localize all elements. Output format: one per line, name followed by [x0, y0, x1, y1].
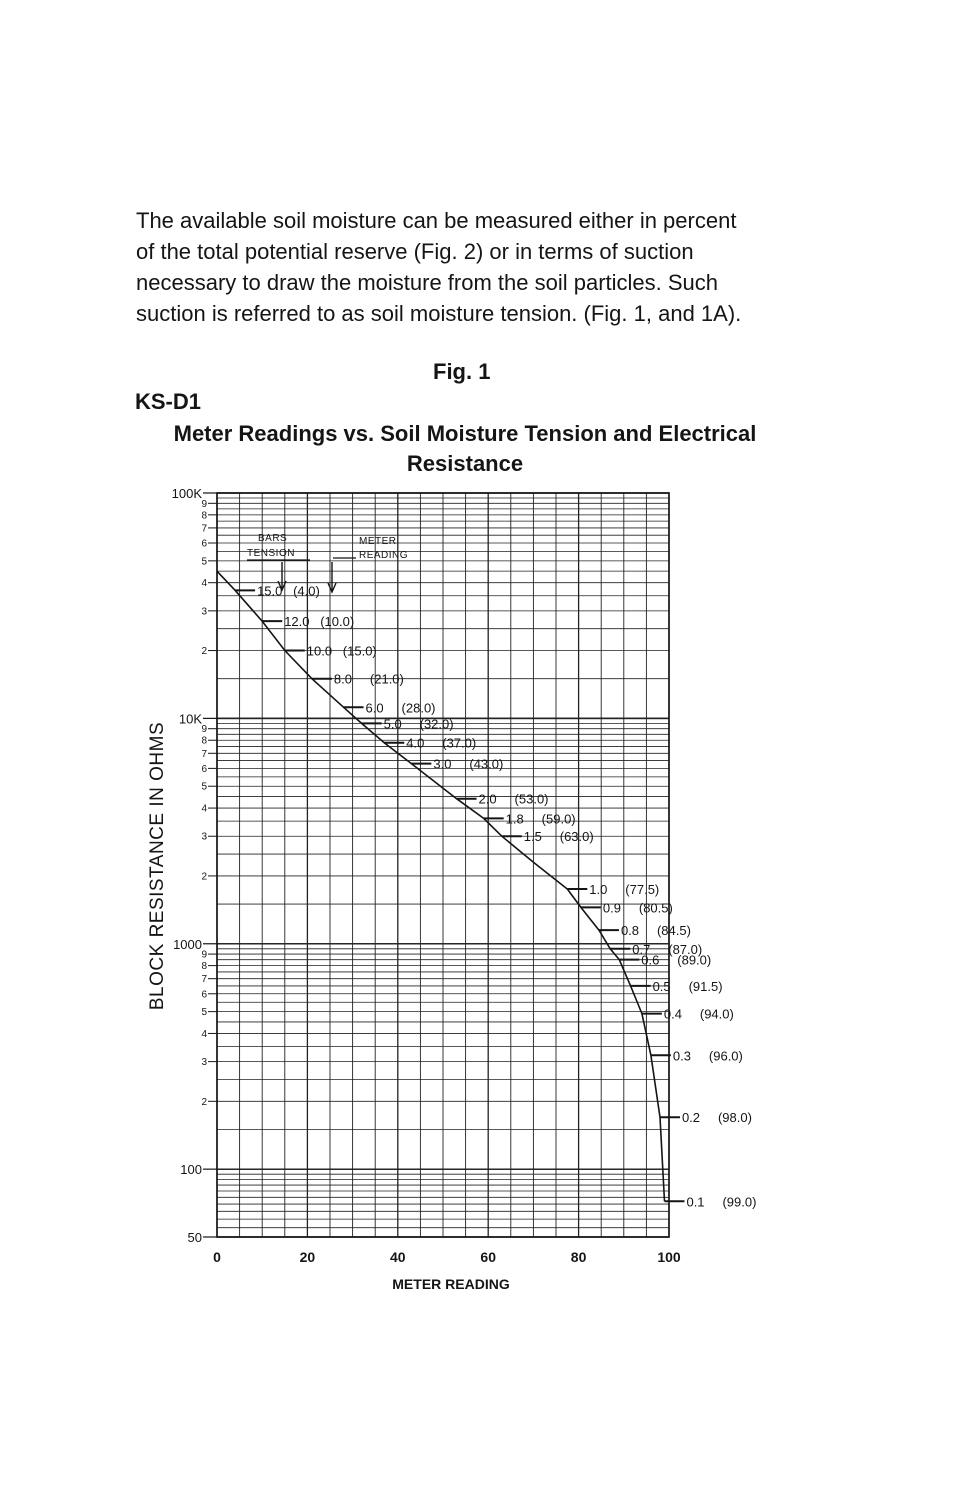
y-axis-title: BLOCK RESISTANCE IN OHMS — [147, 721, 168, 1011]
curve-annotation — [502, 829, 594, 844]
y-minor-tick-label: 9 — [201, 498, 207, 510]
header-meter-label: METER — [359, 536, 397, 547]
curve-annotation — [262, 614, 354, 629]
y-minor-tick-label: 7 — [201, 748, 207, 760]
y-minor-tick-label: 9 — [201, 724, 207, 736]
annotation-bars-label: 12.0 — [284, 614, 310, 630]
annotation-bars-label: 15.0 — [257, 583, 283, 599]
annotation-bars-label: 2.0 — [478, 791, 497, 807]
paragraph-line: of the total potential reserve (Fig. 2) or in terms of suction — [136, 239, 694, 264]
annotation-bars-label: 6.0 — [365, 700, 384, 716]
model-label: KS-D1 — [135, 389, 202, 414]
x-tick-label: 60 — [480, 1249, 496, 1265]
annotation-meter-label: (37.0) — [442, 735, 477, 751]
annotation-bars-label: 0.8 — [620, 923, 640, 939]
figure-label: Fig. 1 — [433, 359, 491, 384]
y-minor-tick-label: 4 — [201, 803, 207, 815]
header-reading-label: READING — [359, 550, 409, 561]
y-minor-tick-label: 8 — [201, 735, 207, 747]
annotation-meter-label: (99.0) — [722, 1194, 757, 1210]
x-tick-label: 80 — [570, 1249, 587, 1265]
annotation-meter-label: (21.0) — [369, 671, 404, 687]
chart-title-text: Meter Readings vs. Soil Moisture Tension and Electrical Resistance — [173, 421, 757, 476]
annotation-meter-label: (80.5) — [638, 900, 673, 916]
curve-annotation — [567, 882, 659, 897]
y-tick-label: 1000 — [173, 936, 202, 952]
annotation-bars-label: 0.7 — [632, 941, 651, 957]
y-minor-tick-label: 5 — [201, 556, 207, 568]
curve-annotation — [457, 792, 549, 807]
y-minor-tick-label: 3 — [201, 1057, 207, 1069]
paragraph-line: necessary to draw the moisture from the soil particles. Such — [136, 270, 719, 295]
y-minor-tick-label: 6 — [201, 763, 207, 775]
y-minor-tick-label: 3 — [201, 606, 207, 618]
x-tick-label: 0 — [213, 1249, 221, 1265]
y-minor-tick-label: 3 — [201, 831, 207, 843]
annotation-bars-label: 0.9 — [602, 900, 621, 916]
y-minor-tick-label: 7 — [201, 523, 207, 535]
annotation-layer — [235, 583, 756, 1209]
annotation-bars-label: 10.0 — [306, 643, 333, 659]
curve-annotation — [484, 811, 576, 826]
annotation-bars-label: 0.6 — [641, 952, 660, 968]
chart-grid — [217, 493, 669, 1237]
y-minor-tick-label: 2 — [201, 1096, 207, 1108]
curve-annotation — [344, 700, 436, 715]
annotation-bars-label: 5.0 — [383, 716, 402, 732]
annotation-meter-label: (77.5) — [625, 881, 660, 897]
x-tick-label: 100 — [657, 1249, 681, 1265]
annotation-meter-label: (15.0) — [342, 643, 377, 659]
curve-annotation — [581, 900, 673, 915]
annotation-meter-label: (89.0) — [677, 952, 712, 968]
annotation-meter-label: (94.0) — [699, 1006, 734, 1022]
curve-annotation — [664, 1194, 756, 1209]
annotation-bars-label: 0.4 — [663, 1006, 682, 1022]
y-minor-tick-label: 4 — [201, 578, 207, 590]
y-minor-tick-label: 9 — [201, 949, 207, 961]
y-tick-label: 10K — [178, 711, 202, 727]
paragraph-line: The available soil moisture can be measured either in percent — [136, 208, 737, 233]
y-minor-tick-label: 6 — [201, 538, 207, 550]
annotation-bars-label: 1.0 — [589, 881, 608, 897]
header-bars-label: BARS — [258, 533, 288, 544]
curve-annotation — [312, 672, 404, 687]
annotation-bars-label: 3.0 — [433, 756, 452, 772]
y-minor-tick-label: 5 — [201, 781, 207, 793]
annotation-bars-label: 0.5 — [652, 978, 671, 994]
paragraph-line: suction is referred to as soil moisture tension. (Fig. 1, and 1A). — [136, 301, 742, 326]
y-minor-tick-label: 7 — [201, 974, 207, 986]
x-tick-label: 40 — [390, 1249, 406, 1265]
annotation-bars-label: 1.5 — [523, 829, 542, 845]
header-tension-label: TENSION — [247, 548, 295, 559]
y-minor-tick-label: 8 — [201, 510, 207, 522]
annotation-meter-label: (10.0) — [320, 614, 355, 630]
annotation-meter-label: (96.0) — [708, 1048, 743, 1064]
curve-annotation — [660, 1110, 752, 1125]
annotation-meter-label: (63.0) — [559, 829, 594, 845]
annotation-meter-label: (28.0) — [401, 700, 436, 716]
y-minor-tick-label: 5 — [201, 1007, 207, 1019]
curve-annotation — [642, 1007, 734, 1022]
curve-annotation — [411, 757, 503, 772]
tick-label-layer — [172, 486, 681, 1265]
y-minor-tick-label: 6 — [201, 989, 207, 1001]
y-minor-tick-label: 4 — [201, 1028, 207, 1040]
annotation-meter-label: (87.0) — [668, 941, 703, 957]
annotation-meter-label: (91.5) — [688, 978, 723, 994]
annotation-bars-label: 0.3 — [672, 1048, 691, 1064]
y-minor-tick-label: 8 — [201, 961, 207, 973]
x-axis-title: METER READING — [392, 1276, 510, 1292]
annotation-meter-label: (59.0) — [541, 811, 576, 827]
annotation-bars-label: 0.2 — [681, 1110, 701, 1126]
y-minor-tick-label: 2 — [201, 871, 207, 883]
header-arrow-icon — [328, 562, 336, 592]
annotation-meter-label: (53.0) — [514, 791, 549, 807]
curve-annotation — [599, 923, 691, 938]
annotation-meter-label: (4.0) — [293, 583, 320, 599]
y-tick-label: 100 — [180, 1162, 202, 1178]
annotation-meter-label: (32.0) — [419, 716, 454, 732]
curve-annotation — [651, 1048, 743, 1063]
y-tick-label: 100K — [171, 486, 202, 501]
annotation-bars-label: 8.0 — [333, 671, 352, 687]
y-tick-label: 50 — [187, 1230, 202, 1245]
annotation-bars-label: 0.1 — [686, 1194, 705, 1210]
annotation-meter-label: (43.0) — [469, 756, 504, 772]
annotation-meter-label: (84.5) — [656, 923, 691, 939]
curve-annotation — [285, 644, 377, 659]
curve-annotation — [631, 979, 723, 994]
annotation-bars-label: 1.8 — [505, 811, 524, 827]
y-minor-tick-label: 2 — [201, 646, 207, 658]
x-tick-label: 20 — [299, 1249, 316, 1265]
annotation-bars-label: 4.0 — [406, 735, 425, 751]
annotation-meter-label: (98.0) — [717, 1110, 752, 1126]
